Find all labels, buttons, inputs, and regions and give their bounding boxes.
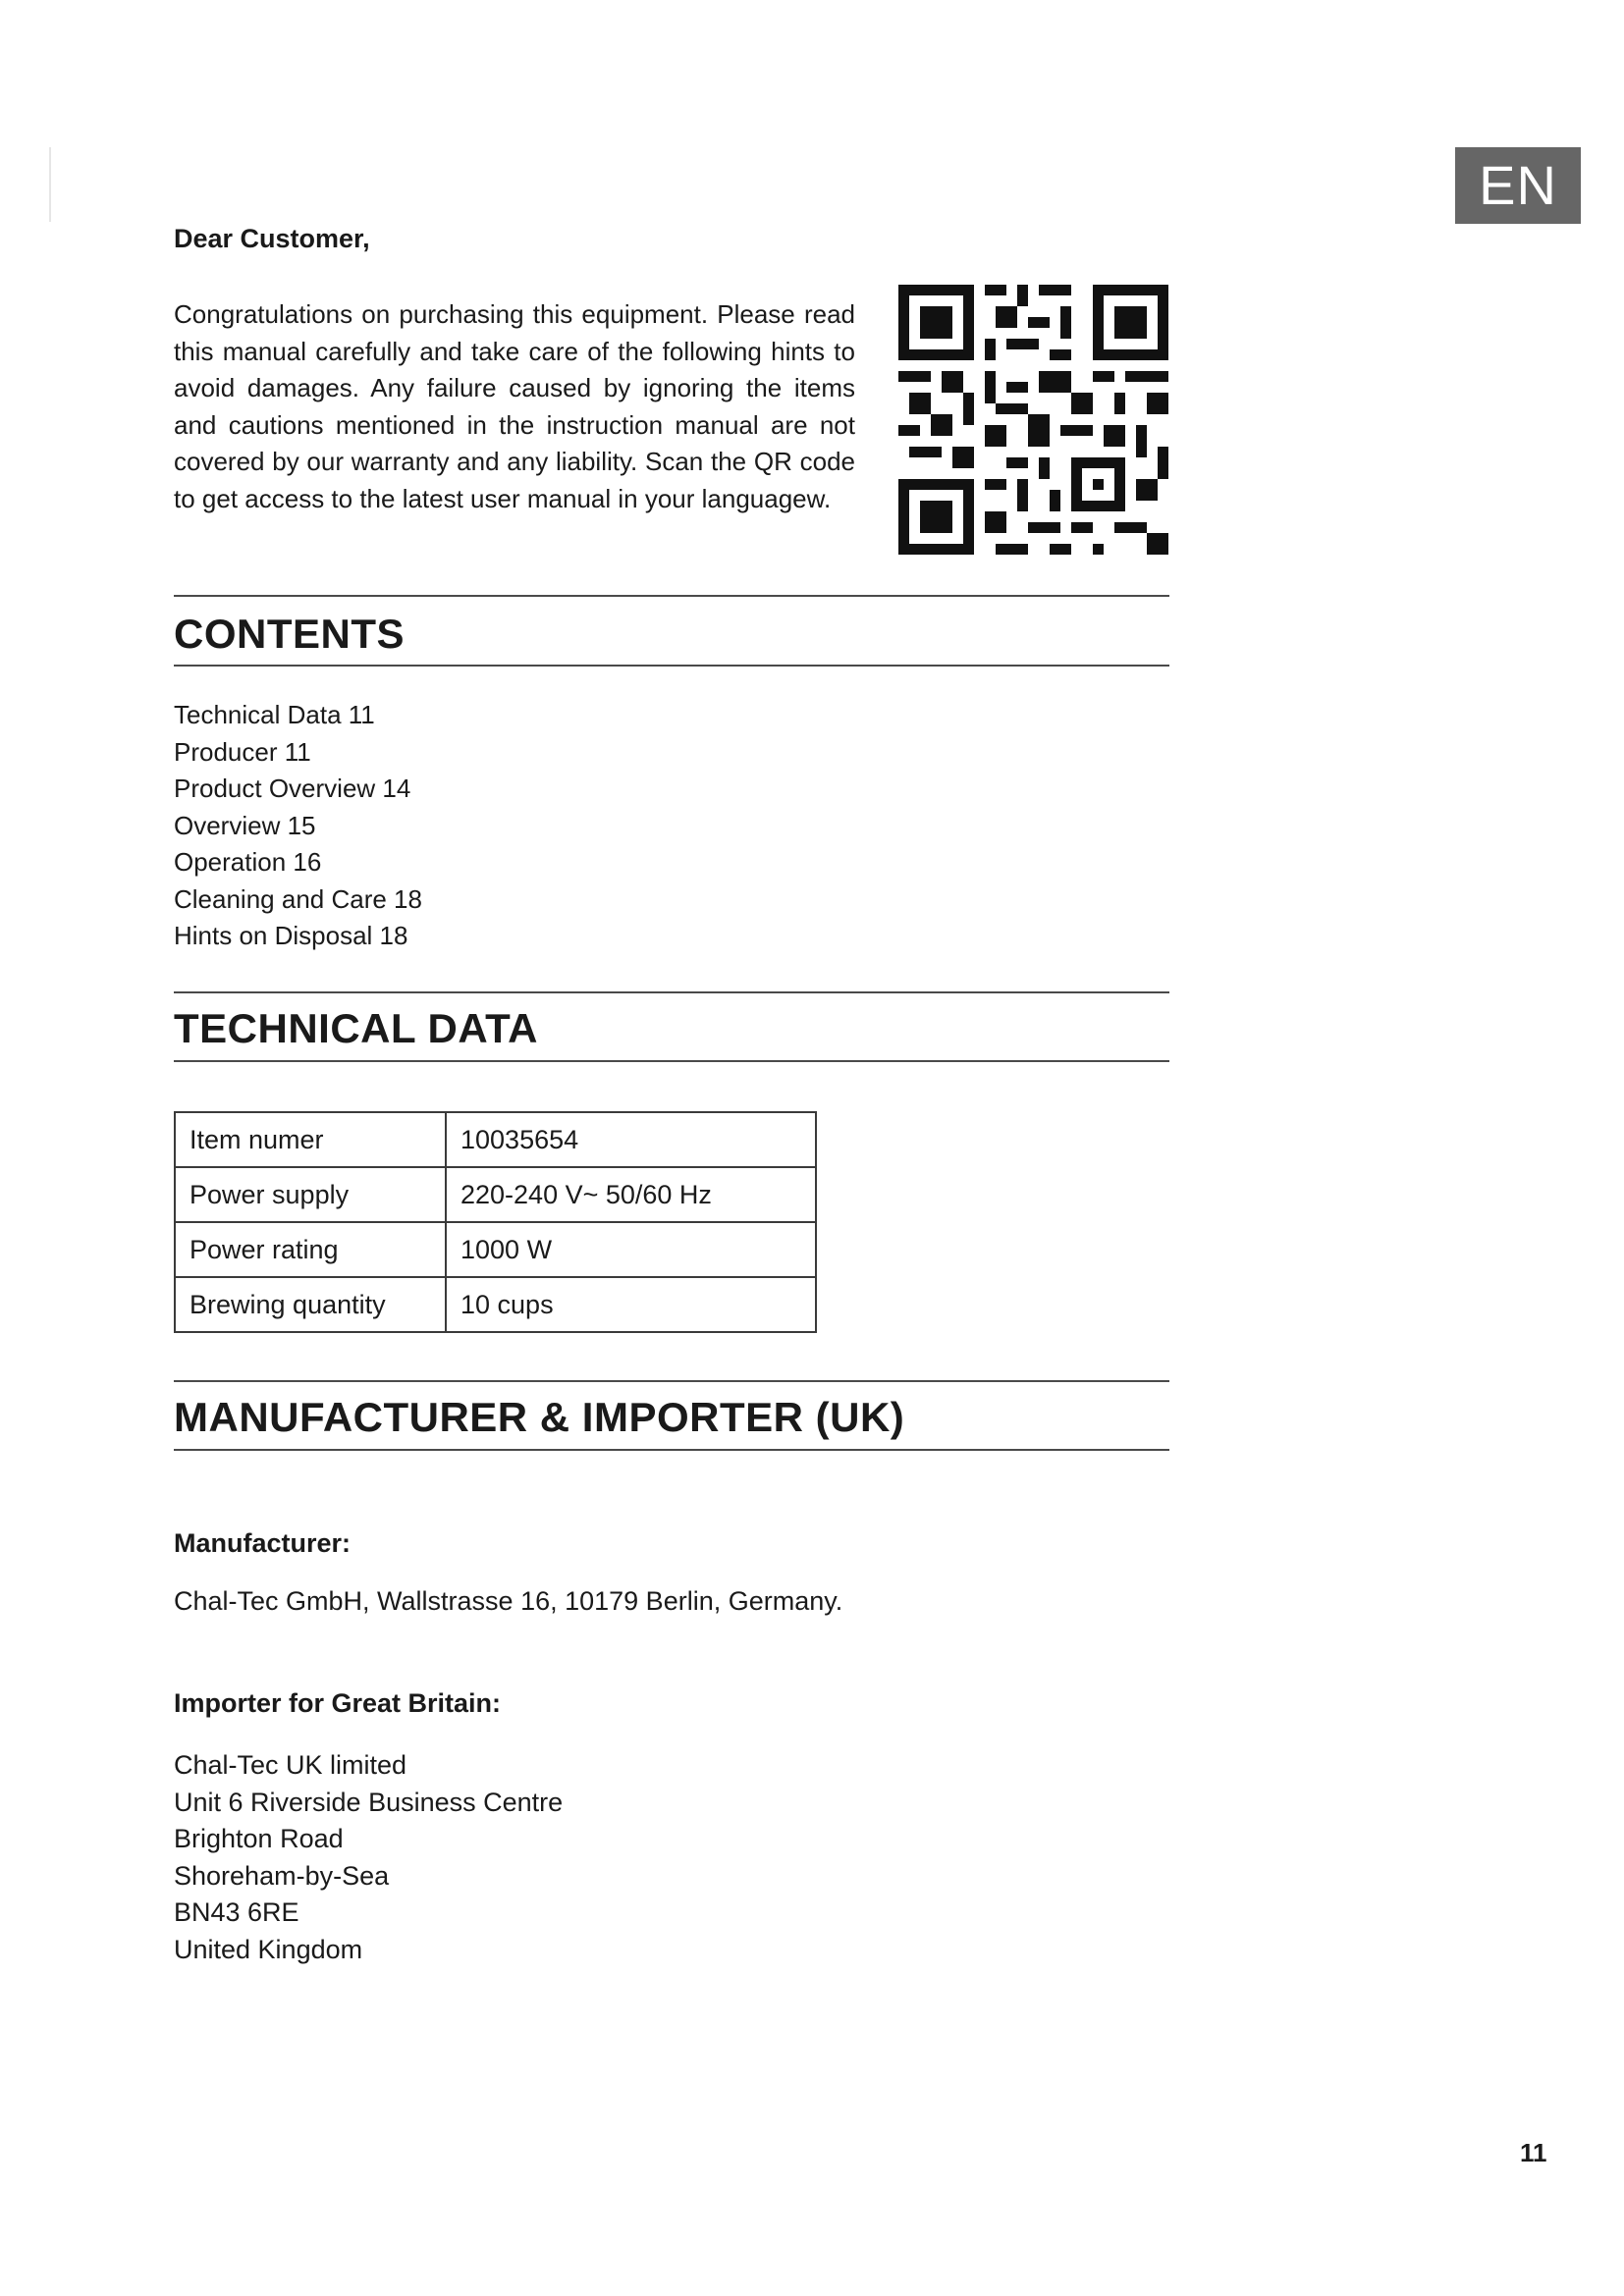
table-row — [175, 1112, 816, 1167]
greeting: Dear Customer, — [174, 224, 370, 253]
spec-value: 10 cups — [446, 1277, 816, 1332]
language-badge: EN — [1455, 147, 1581, 224]
address-line: Brighton Road — [174, 1824, 344, 1853]
contents-rule-bottom — [174, 665, 1169, 667]
margin-line — [49, 147, 51, 222]
toc-item[interactable]: Cleaning and Care 18 — [174, 883, 422, 914]
toc-item[interactable]: Overview 15 — [174, 810, 316, 840]
manufacturer-label: Manufacturer: — [174, 1528, 352, 1558]
table-row — [175, 1277, 816, 1332]
address-line: Chal-Tec UK limited — [174, 1750, 407, 1780]
table-row — [175, 1167, 816, 1222]
spec-value: 1000 W — [446, 1222, 816, 1277]
technical-rule-top — [174, 991, 1169, 993]
toc-item[interactable]: Operation 16 — [174, 847, 322, 877]
address-line: United Kingdom — [174, 1934, 363, 1964]
manufacturer-rule-bottom — [174, 1449, 1169, 1451]
toc-item[interactable]: Producer 11 — [174, 736, 311, 767]
page-number: 11 — [1520, 2138, 1547, 2167]
address-line: BN43 6RE — [174, 1897, 299, 1927]
spec-value: 10035654 — [446, 1112, 816, 1167]
technical-rule-bottom — [174, 1060, 1169, 1062]
contents-title: CONTENTS — [174, 611, 405, 657]
technical-title: TECHNICAL DATA — [174, 1005, 538, 1051]
toc-item[interactable]: Hints on Disposal 18 — [174, 921, 408, 950]
address-line: Shoreham-by-Sea — [174, 1860, 390, 1891]
spec-value: 220-240 V~ 50/60 Hz — [446, 1167, 816, 1222]
technical-data-table — [174, 1111, 817, 1333]
contents-list — [174, 697, 422, 955]
spec-label: Power supply — [175, 1167, 446, 1222]
table-row — [175, 1222, 816, 1277]
importer-label: Importer for Great Britain: — [174, 1688, 502, 1718]
contents-rule-top — [174, 595, 1169, 597]
toc-item[interactable]: Technical Data 11 — [174, 700, 375, 729]
spec-label: Item numer — [175, 1112, 446, 1167]
address-line: Unit 6 Riverside Business Centre — [174, 1787, 564, 1817]
manufacturer-rule-top — [174, 1380, 1169, 1382]
manufacturer-title: MANUFACTURER & IMPORTER (UK) — [174, 1394, 905, 1440]
spec-label: Power rating — [175, 1222, 446, 1277]
intro-paragraph: Congratulations on purchasing this equipment. Please read this manual carefully and take care of the following hints to avoid damages. Any failure caused by ignoring the items and cautions mentioned in the instruction manual are not covered by our warranty and any liability. Scan the QR code to get access to the latest user manual in your languagew. — [174, 299, 855, 513]
spec-label: Brewing quantity — [175, 1277, 446, 1332]
manufacturer-address: Chal-Tec GmbH, Wallstrasse 16, 10179 Berlin, Germany. — [174, 1586, 843, 1616]
qr-code-icon[interactable] — [898, 285, 1168, 555]
toc-item[interactable]: Product Overview 14 — [174, 774, 411, 803]
importer-address — [174, 1747, 563, 1968]
